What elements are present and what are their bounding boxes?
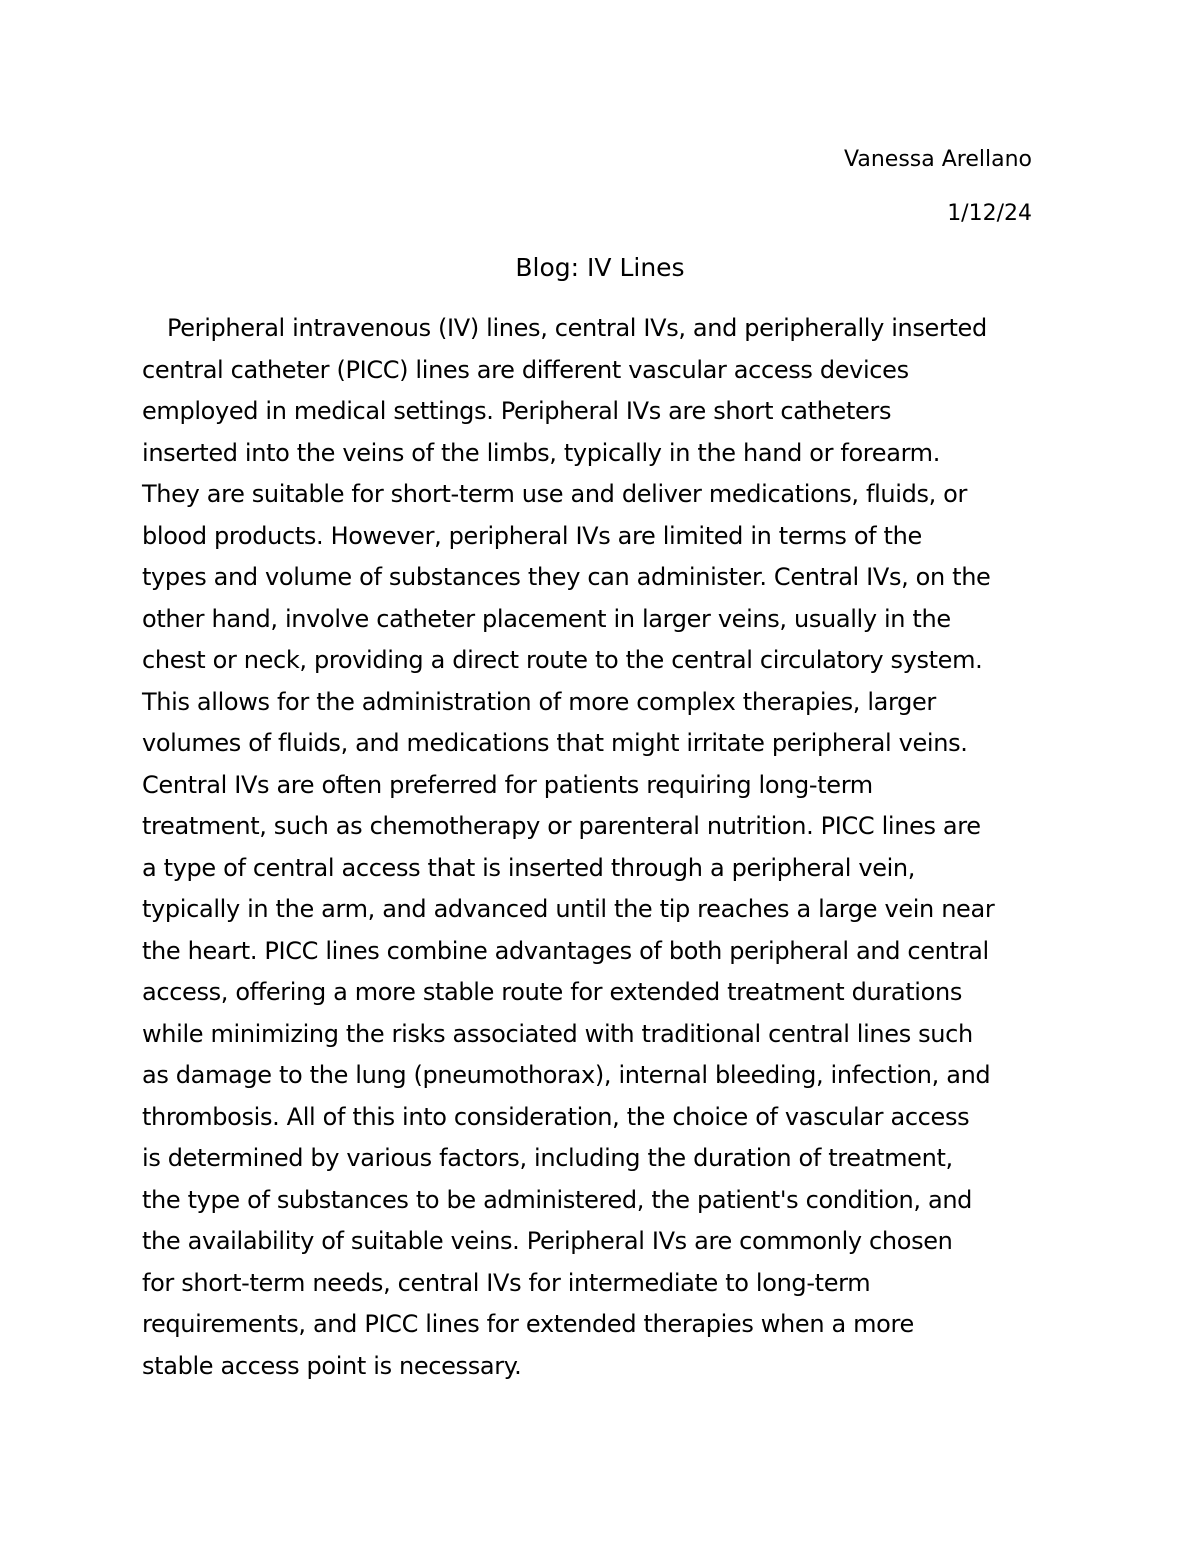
body-line: the availability of suitable veins. Peripheral IVs are commonly chosen [142,1227,953,1255]
body-line: employed in medical settings. Peripheral IVs are short catheters [142,397,892,425]
body-line: stable access point is necessary. [142,1351,522,1380]
body-line: treatment, such as chemotherapy or parenteral nutrition. PICC lines are [142,812,981,840]
body-line: Peripheral intravenous (IV) lines, central IVs, and peripherally inserted [167,314,987,342]
body-line: This allows for the administration of more complex therapies, larger [142,687,936,716]
author-name: Vanessa Arellano [844,147,1032,172]
body-line: requirements, and PICC lines for extended therapies when a more [142,1310,914,1338]
body-line: Central IVs are often preferred for patients requiring long-term [142,770,873,799]
body-line: They are suitable for short-term use and deliver medications, fluids, or [142,480,968,508]
body-line: while minimizing the risks associated with traditional central lines such [142,1019,973,1048]
body-line: blood products. However, peripheral IVs are limited in terms of the [142,521,922,550]
body-line: the heart. PICC lines combine advantages of both peripheral and central [142,936,989,965]
body-line: a type of central access that is inserted through a peripheral vein, [142,853,916,882]
document-title: Blog: IV Lines [515,253,685,282]
document-date: 1/12/24 [947,201,1032,226]
body-line: other hand, involve catheter placement in larger veins, usually in the [142,604,951,633]
body-line: the type of substances to be administered, the patient's condition, and [142,1185,973,1214]
body-line: is determined by various factors, including the duration of treatment, [142,1144,953,1172]
body-line: inserted into the veins of the limbs, typically in the hand or forearm. [142,438,940,467]
body-line: volumes of fluids, and medications that might irritate peripheral veins. [142,729,968,757]
body-line: for short-term needs, central IVs for intermediate to long-term [142,1268,871,1297]
body-line: central catheter (PICC) lines are different vascular access devices [142,355,909,384]
body-line: access, offering a more stable route for extended treatment durations [142,978,962,1006]
body-line: as damage to the lung (pneumothorax), internal bleeding, infection, and [142,1061,991,1089]
body-paragraph [142,308,1072,1387]
body-line: chest or neck, providing a direct route to the central circulatory system. [142,646,983,674]
body-line: typically in the arm, and advanced until the tip reaches a large vein near [142,895,995,923]
body-line: thrombosis. All of this into consideration, the choice of vascular access [142,1102,970,1131]
body-line: types and volume of substances they can administer. Central IVs, on the [142,563,991,591]
